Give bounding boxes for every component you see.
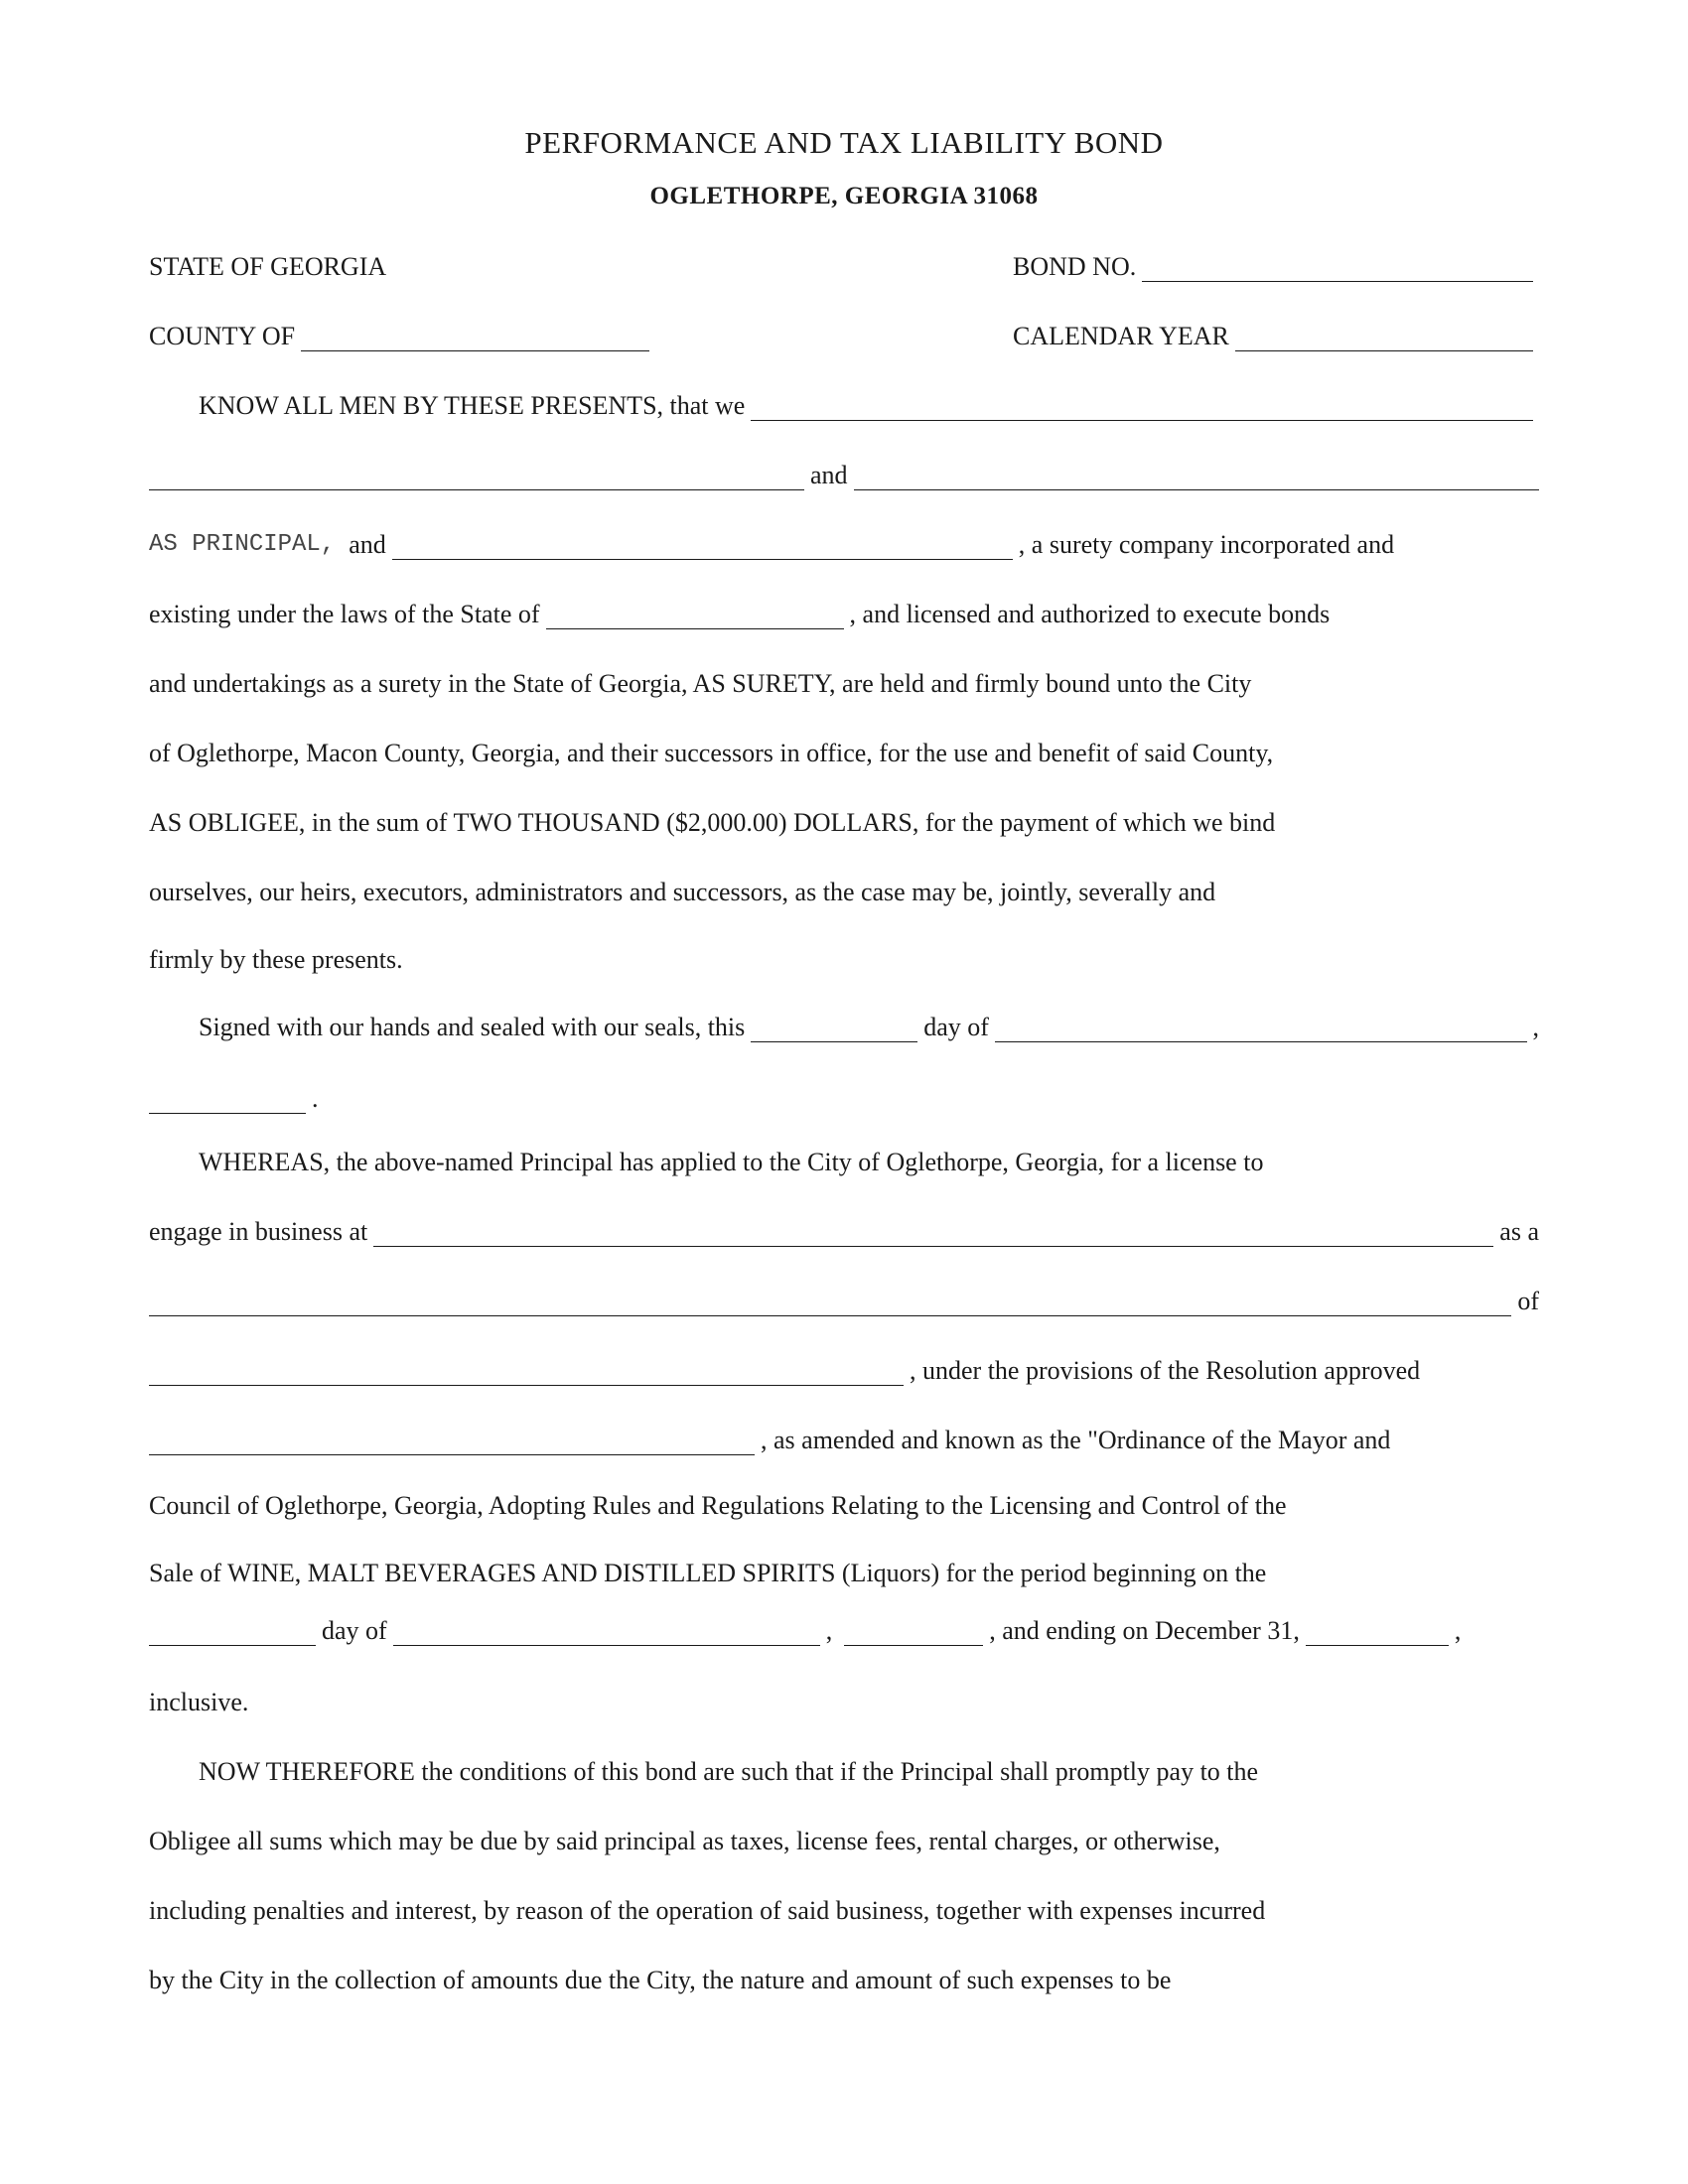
body-line-11	[149, 1078, 1539, 1114]
license-class-field[interactable]	[149, 1359, 904, 1386]
body-line-17	[149, 1485, 1539, 1521]
and-text: and	[810, 461, 848, 489]
body-text-24: by the City in the collection of amounts due the City, the nature and amount of such expenses to be	[149, 1966, 1172, 1994]
document-subtitle: OGLETHORPE, GEORGIA 31068	[649, 183, 1039, 209]
body-line-19	[149, 1610, 1539, 1646]
of-text: of	[1517, 1287, 1539, 1315]
calendar-year-field[interactable]	[1235, 325, 1533, 351]
know-all-men-text: KNOW ALL MEN BY THESE PRESENTS, that we	[199, 391, 746, 420]
signed-year-field[interactable]	[149, 1087, 306, 1114]
body-text-18: Sale of WINE, MALT BEVERAGES AND DISTILLED SPIRITS (Liquors) for the period beginning on the	[149, 1559, 1267, 1587]
body-text-6: of Oglethorpe, Macon County, Georgia, and their successors in office, for the use and benefit of said County,	[149, 739, 1274, 767]
now-therefore-text: NOW THEREFORE the conditions of this bond are such that if the Principal shall promptly pay to the	[199, 1757, 1259, 1786]
as-a-text: as a	[1499, 1217, 1539, 1246]
body-text-8: ourselves, our heirs, executors, administrators and successors, as the case may be, jointly, severally and	[149, 878, 1216, 906]
body-text-9: firmly by these presents.	[149, 945, 403, 974]
body-line-9	[149, 939, 1539, 975]
body-line-23	[149, 1890, 1539, 1926]
bond-no-row	[1013, 246, 1539, 282]
principal-name-field-3[interactable]	[854, 464, 1539, 490]
licensed-text: , and licensed and authorized to execute bonds	[849, 600, 1331, 628]
body-line-15	[149, 1350, 1539, 1386]
period-year-field[interactable]	[844, 1619, 983, 1646]
ending-text: , and ending on December 31,	[989, 1616, 1300, 1645]
calendar-year-row	[1013, 316, 1539, 351]
comma-text-2: ,	[825, 1616, 833, 1645]
county-row	[149, 316, 655, 351]
body-line-21	[199, 1751, 1539, 1787]
signed-text: Signed with our hands and sealed with our seals, this	[199, 1013, 746, 1041]
comma-text-3: ,	[1454, 1616, 1462, 1645]
business-address-field[interactable]	[373, 1220, 1493, 1247]
body-line-18	[149, 1553, 1539, 1588]
bond-no-label: BOND NO.	[1013, 252, 1137, 281]
comma-text: ,	[1532, 1013, 1539, 1041]
period-day-field[interactable]	[149, 1619, 316, 1646]
state-label: STATE OF GEORGIA	[149, 252, 387, 281]
body-line-6	[149, 733, 1539, 768]
day-of-text-2: day of	[322, 1616, 387, 1645]
body-line-12	[199, 1142, 1539, 1177]
body-line-4	[149, 594, 1539, 629]
principal-name-field-1[interactable]	[751, 394, 1533, 421]
period-text: .	[312, 1084, 319, 1113]
body-line-24	[149, 1960, 1539, 1995]
body-text-7: AS OBLIGEE, in the sum of TWO THOUSAND ($2,000.00) DOLLARS, for the payment of which we bind	[149, 808, 1276, 837]
day-of-text: day of	[923, 1013, 989, 1041]
body-line-3	[149, 524, 1539, 560]
resolution-date-field[interactable]	[149, 1429, 755, 1455]
amended-text: , as amended and known as the "Ordinance of the Mayor and	[761, 1426, 1391, 1454]
surety-company-field[interactable]	[392, 533, 1013, 560]
body-text-17: Council of Oglethorpe, Georgia, Adopting Rules and Regulations Relating to the Licensing and Control of the	[149, 1491, 1287, 1520]
body-line-13	[149, 1211, 1539, 1247]
body-line-16	[149, 1420, 1539, 1455]
existing-under-text: existing under the laws of the State of	[149, 600, 540, 628]
as-principal-text: AS PRINCIPAL,	[149, 531, 336, 558]
body-line-14	[149, 1281, 1539, 1316]
body-line-5	[149, 663, 1539, 699]
body-line-8	[149, 872, 1539, 907]
signed-day-field[interactable]	[751, 1016, 917, 1042]
county-field[interactable]	[301, 325, 649, 351]
business-type-field[interactable]	[149, 1290, 1511, 1316]
calendar-year-label: CALENDAR YEAR	[1013, 322, 1229, 350]
surety-company-text: , a surety company incorporated and	[1018, 530, 1395, 559]
body-line-1	[199, 385, 1539, 421]
bond-no-field[interactable]	[1142, 255, 1533, 282]
body-line-7	[149, 802, 1539, 838]
signed-month-field[interactable]	[995, 1016, 1527, 1042]
body-line-2	[149, 455, 1539, 490]
and-text-2: and	[349, 530, 386, 559]
state-label-row	[149, 246, 645, 282]
surety-state-field[interactable]	[546, 603, 844, 629]
body-line-22	[149, 1821, 1539, 1856]
whereas-text: WHEREAS, the above-named Principal has applied to the City of Oglethorpe, Georgia, for a license to	[199, 1148, 1264, 1176]
body-line-20	[149, 1682, 1539, 1717]
body-text-5: and undertakings as a surety in the State of Georgia, AS SURETY, are held and firmly bound unto the City	[149, 669, 1252, 698]
engage-text: engage in business at	[149, 1217, 368, 1246]
inclusive-text: inclusive.	[149, 1688, 249, 1716]
document-title: PERFORMANCE AND TAX LIABILITY BOND	[524, 125, 1164, 160]
body-text-23: including penalties and interest, by reason of the operation of said business, together with expenses incurred	[149, 1896, 1266, 1925]
period-month-field[interactable]	[393, 1619, 820, 1646]
body-text-22: Obligee all sums which may be due by said principal as taxes, license fees, rental charges, or otherwise,	[149, 1827, 1220, 1855]
principal-name-field-2[interactable]	[149, 464, 804, 490]
county-label: COUNTY OF	[149, 322, 296, 350]
ending-year-field[interactable]	[1306, 1619, 1449, 1646]
body-line-10	[199, 1007, 1539, 1042]
provisions-text: , under the provisions of the Resolution approved	[910, 1356, 1421, 1385]
